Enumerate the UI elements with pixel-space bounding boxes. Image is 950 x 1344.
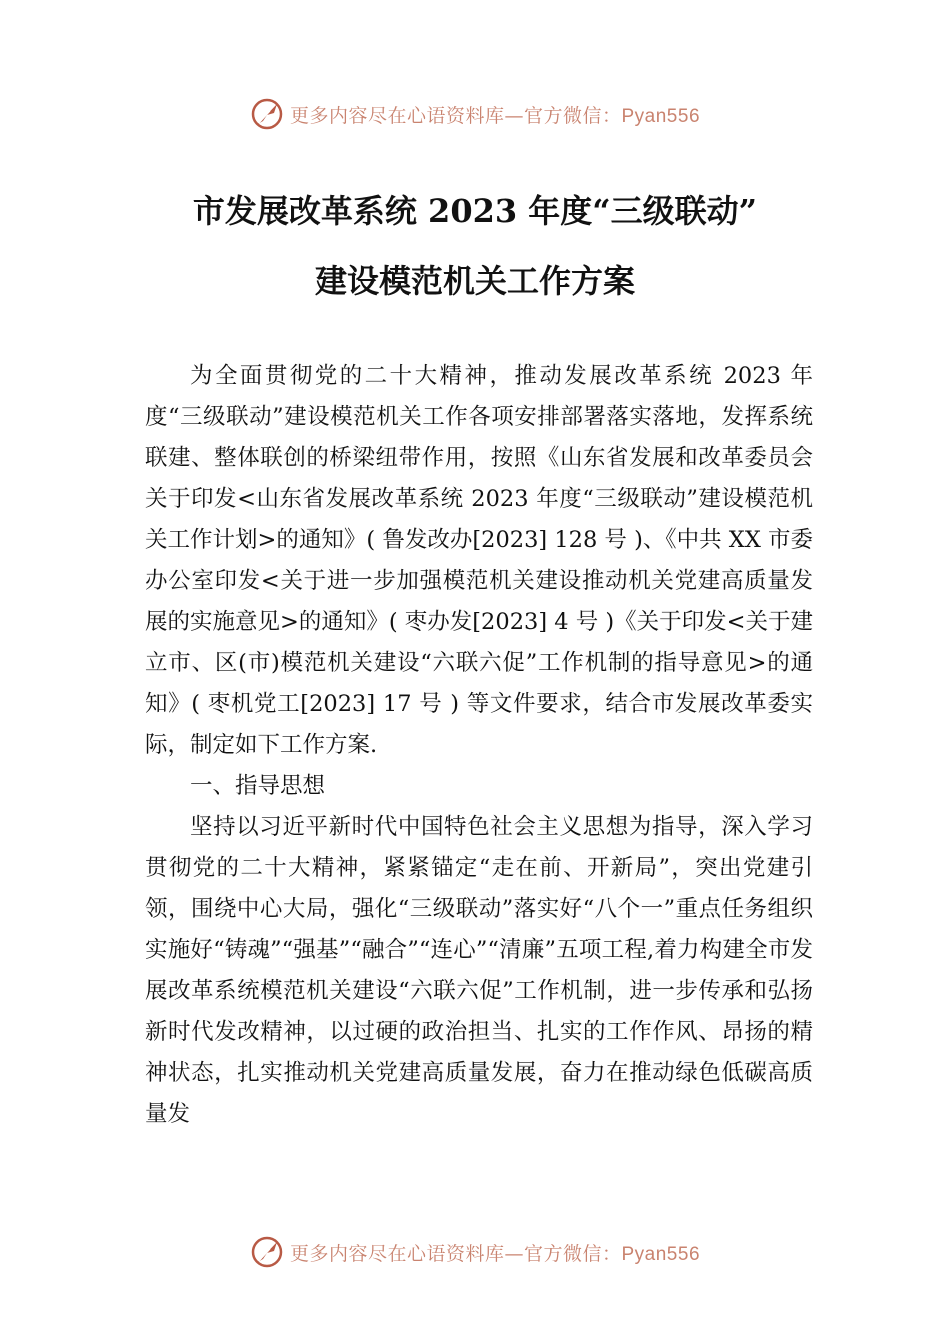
document-body [145,356,813,1135]
document-title-line2: 建设模范机关工作方案 [314,262,635,300]
section-heading-guiding-ideology: 一、指导思想 [190,773,326,799]
watermark-footer [0,1232,950,1272]
document-title-line1: 市发展改革系统 2023 年度“三级联动” [192,192,758,230]
paragraph-intro: 为全面贯彻党的二十大精神，推动发展改革系统 2023 年度“三级联动”建设模范机关工作各项安排部署落实落地，发挥系统联建、整体联创的桥梁纽带作用，按照《山东省发展和改革委员会关于印发<山东省发展改革系统 2023 年度“三级联动”建设模范机关工作计划>的通知》( 鲁发改办[2023] 128 号 )、《中共 XX 市委办公室印发<关于进一步加强模范机关建设推动机关党建高质量发展的实施意见>的通知》( 枣办发[2023] 4 号 )《关于印发<关于建立市、区(市)模范机关建设“六联六促”工作机制的指导意见>的通知》( 枣机党工[2023] 17 号 ) 等文件要求，结合市发展改革委实际，制定如下工作方案. [145,363,814,758]
watermark-text: 更多内容尽在心语资料库—官方微信：Pyan556 [289,104,701,127]
watermark-text: 更多内容尽在心语资料库—官方微信：Pyan556 [289,1242,701,1265]
watermark-header [0,94,950,134]
paragraph-guiding-ideology: 坚持以习近平新时代中国特色社会主义思想为指导，深入学习贯彻党的二十大精神，紧紧锚定“走在前、开新局”，突出党建引领，围绕中心大局，强化“三级联动”落实好“八个一”重点任务组织实施好“铸魂”“强基”“融合”“连心”“清廉”五项工程,着力构建全市发展改革系统模范机关建设“六联六促”工作机制，进一步传承和弘扬新时代发改精神，以过硬的政治担当、扎实的工作作风、昂扬的精神状态，扎实推动机关党建高质量发展，奋力在推动绿色低碳高质量发 [145,814,813,1127]
quill-logo-icon [250,1235,284,1269]
quill-logo-icon [250,97,284,131]
